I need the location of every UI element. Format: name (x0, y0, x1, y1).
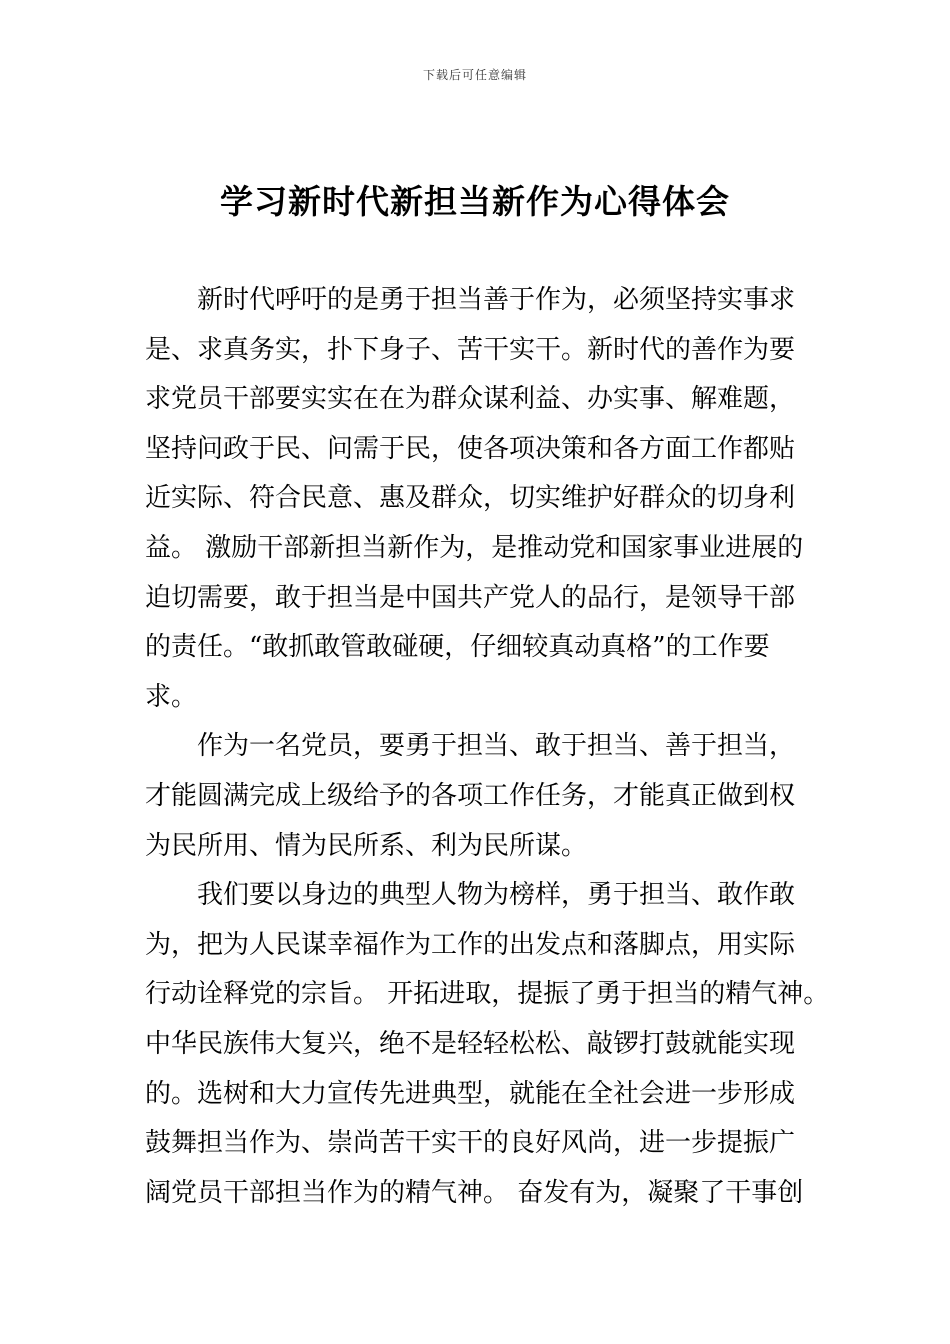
body-line: 的责任。“敢抓敢管敢碰硬，仔细较真动真格”的工作要 (145, 632, 770, 663)
page-header-note: 下载后可任意编辑 (422, 68, 527, 82)
body-line: 鼓舞担当作为、崇尚苦干实干的良好风尚，进一步提振广 (145, 1128, 796, 1159)
body-line: 近实际、符合民意、惠及群众，切实维护好群众的切身利 (145, 483, 796, 514)
body-line: 行动诠释党的宗旨。 开拓进取，提振了勇于担当的精气神。 (145, 979, 830, 1010)
body-line: 我们要以身边的典型人物为榜样，勇于担当、敢作敢 (197, 880, 796, 911)
body-line: 作为一名党员，要勇于担当、敢于担当、善于担当， (197, 731, 796, 762)
body-line: 的。选树和大力宣传先进典型，就能在全社会进一步形成 (145, 1078, 796, 1109)
document-title: 学习新时代新担当新作为心得体会 (220, 182, 730, 221)
body-line: 是、求真务实，扑下身子、苦干实干。新时代的善作为要 (145, 334, 796, 365)
body-line: 坚持问政于民、问需于民，使各项决策和各方面工作都贴 (145, 433, 796, 464)
body-line: 阔党员干部担当作为的精气神。 奋发有为，凝聚了干事创 (145, 1177, 804, 1208)
body-line: 求党员干部要实实在在为群众谋利益、办实事、解难题， (145, 384, 796, 415)
body-line: 中华民族伟大复兴，绝不是轻轻松松、敲锣打鼓就能实现 (145, 1028, 796, 1059)
body-line: 益。 激励干部新担当新作为，是推动党和国家事业进展的 (145, 532, 804, 563)
body-line: 求。 (145, 681, 198, 712)
body-line: 迫切需要，敢于担当是中国共产党人的品行，是领导干部 (145, 582, 796, 613)
document-body (145, 276, 835, 1218)
body-line: 为，把为人民谋幸福作为工作的出发点和落脚点，用实际 (145, 929, 796, 960)
body-line: 才能圆满完成上级给予的各项工作任务，才能真正做到权 (145, 780, 796, 811)
body-line: 新时代呼吁的是勇于担当善于作为，必须坚持实事求 (197, 285, 796, 315)
body-line: 为民所用、情为民所系、利为民所谋。 (145, 830, 588, 861)
